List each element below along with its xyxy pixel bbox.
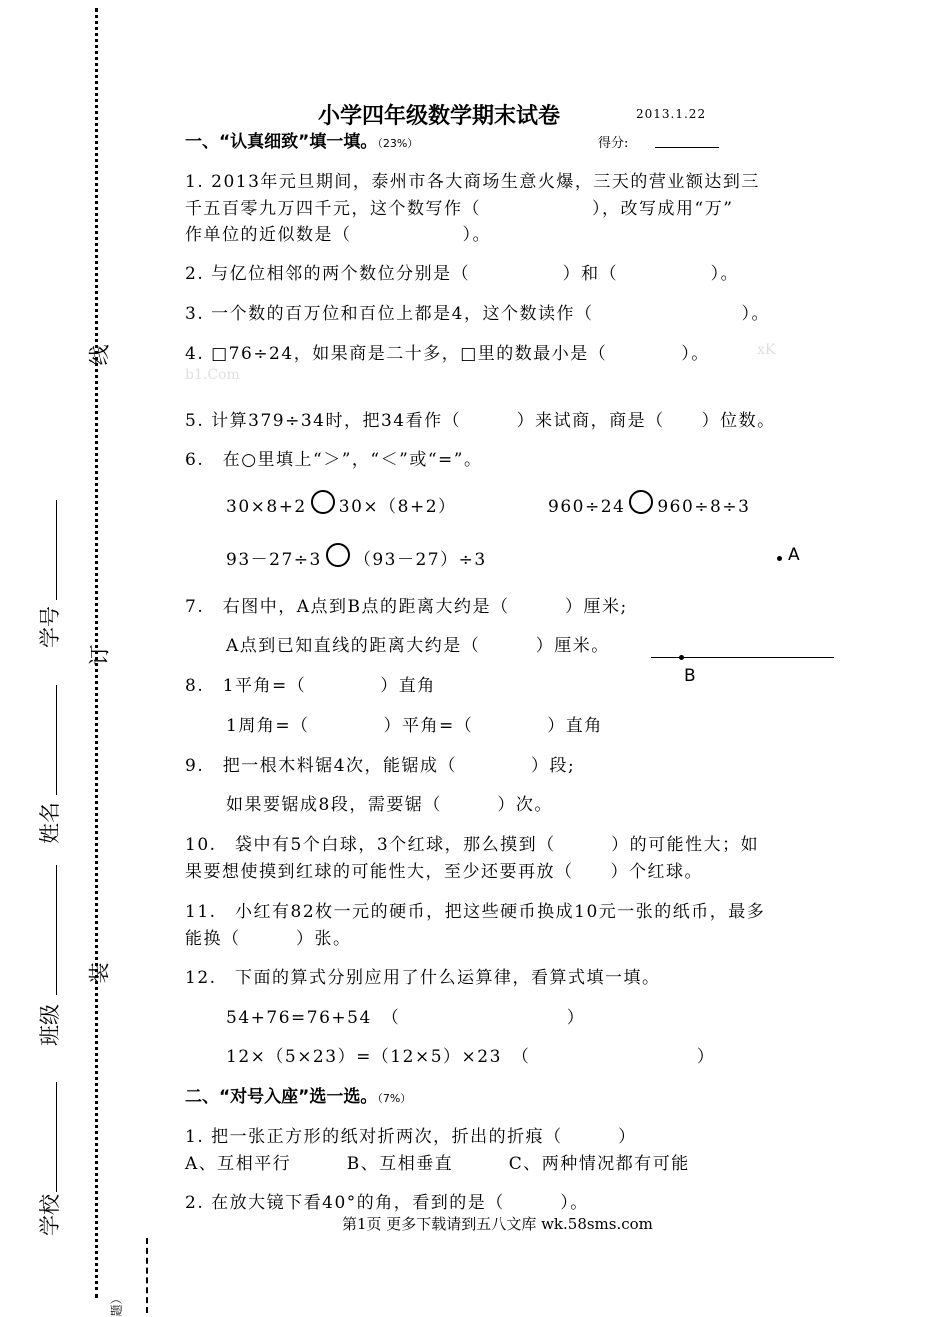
- score-label: 得分:: [598, 136, 629, 151]
- class-field[interactable]: [56, 865, 57, 995]
- q5: 5. 计算379÷34时，把34看作（ ）来试商，商是（ ）位数。: [185, 411, 776, 431]
- q1-line1: 1. 2013年元旦期间，泰州市各大商场生意火爆，三天的营业额达到三: [185, 172, 760, 192]
- exam-date: 2013.1.22: [636, 107, 707, 121]
- q8-line2: 1周角=（ ）平角=（ ）直角: [226, 716, 603, 736]
- q6-expr2: [548, 490, 750, 517]
- q1-line3: 作单位的近似数是（ ）。: [185, 225, 491, 245]
- watermark-b1com: b1.Com: [185, 367, 240, 383]
- q10-line2: 果要想使摸到红球的可能性大，至少还要再放（ ）个红球。: [185, 862, 703, 882]
- compare-circle-icon[interactable]: [311, 490, 335, 514]
- score-field[interactable]: [655, 147, 719, 148]
- q6-e3-right: （93－27）÷3: [353, 550, 487, 570]
- student-number-field[interactable]: [56, 500, 57, 600]
- compare-circle-icon[interactable]: [629, 490, 653, 514]
- s2q1-stem: 1. 把一张正方形的纸对折两次，折出的折痕（ ）: [185, 1127, 637, 1147]
- section1-heading: [185, 127, 418, 152]
- q6-e2-right: 960÷8÷3: [657, 497, 751, 517]
- watermark-xk: xK: [757, 342, 776, 358]
- section1-heading-text: 一、“认真细致”填一填。: [185, 132, 378, 152]
- q6-e2-left: 960÷24: [548, 497, 626, 517]
- binding-dotted-line-lower: [146, 1238, 148, 1313]
- q7-line2: A点到已知直线的距离大约是（ ）厘米。: [226, 636, 610, 656]
- class-label: 班级: [38, 1004, 62, 1046]
- section1-points: （23%）: [377, 137, 419, 150]
- q12-stem: 12. 下面的算式分别应用了什么运算律，看算式填一填。: [185, 968, 661, 988]
- margin-zhuang-char: 装: [87, 962, 112, 984]
- page-title: 小学四年级数学期末试卷: [318, 104, 561, 129]
- margin-ding-char: 订: [87, 644, 112, 666]
- q2: 2. 与亿位相邻的两个数位分别是（ ）和（ ）。: [185, 264, 740, 284]
- name-label: 姓名: [38, 802, 62, 844]
- q12-line2: 12×（5×23）=（12×5）×23 （ ）: [226, 1047, 716, 1067]
- s2q1-options: A、互相平行 B、互相垂直 C、两种情况都有可能: [185, 1154, 690, 1174]
- q7-line1: 7. 右图中，A点到B点的距离大约是（ ）厘米;: [185, 597, 628, 617]
- s2q2: 2. 在放大镜下看40°的角，看到的是（ ）。: [185, 1193, 589, 1213]
- section2-heading-text: 二、“对号入座”选一选。: [185, 1087, 378, 1107]
- margin-tiny-text: 题）: [109, 1292, 124, 1317]
- student-number-label: 学号: [38, 606, 62, 648]
- q6-expr1: [226, 490, 457, 517]
- q9-line2: 如果要锯成8段，需要锯（ ）次。: [226, 795, 553, 815]
- q11-line2: 能换（ ）张。: [185, 929, 352, 949]
- section2-points: （7%）: [377, 1092, 412, 1105]
- q10-line1: 10. 袋中有5个白球，3个红球，那么摸到（ ）的可能性大；如: [185, 835, 760, 855]
- q6-expr3: [226, 543, 487, 570]
- q4: 4. □76÷24，如果商是二十多，□里的数最小是（ ）。: [185, 344, 710, 364]
- school-field[interactable]: [56, 1082, 57, 1192]
- q6-stem: 6. 在○里填上“＞”，“＜”或“=”。: [185, 450, 483, 470]
- point-a-label: A: [788, 545, 800, 565]
- q6-e3-left: 93－27÷3: [226, 550, 322, 570]
- q9-line1: 9. 把一根木料锯4次，能锯成（ ）段;: [185, 756, 576, 776]
- section2-heading: [185, 1082, 411, 1107]
- q8-line1: 8. 1平角=（ ）直角: [185, 676, 436, 696]
- q3: 3. 一个数的百万位和百位上都是4，这个数读作（ ）。: [185, 304, 770, 324]
- point-b-label: B: [684, 666, 696, 686]
- q11-line1: 11. 小红有82枚一元的硬币，把这些硬币换成10元一张的纸币，最多: [185, 902, 766, 922]
- q1-line2: 千五百零九万四千元，这个数写作（ ），改写成用“万”: [185, 199, 734, 219]
- point-b-dot-icon: [679, 655, 684, 660]
- name-field[interactable]: [56, 685, 57, 795]
- q6-e1-right: 30×（8+2）: [338, 497, 457, 517]
- q12-line1: 54+76=76+54 （ ）: [226, 1008, 586, 1028]
- compare-circle-icon[interactable]: [326, 543, 350, 567]
- margin-line-char: 线: [87, 344, 112, 366]
- page-footer: 第1页 更多下载请到五八文库 wk.58sms.com: [342, 1215, 653, 1233]
- point-a-dot-icon: [777, 556, 782, 561]
- q6-e1-left: 30×8+2: [226, 497, 307, 517]
- school-label: 学校: [38, 1194, 62, 1236]
